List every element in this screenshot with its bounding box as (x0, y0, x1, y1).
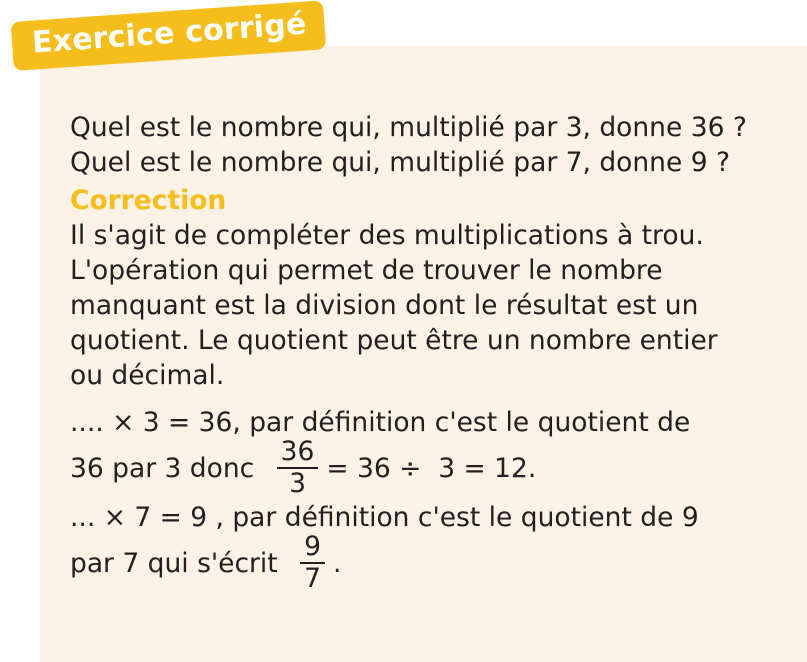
example1-fraction-line (70, 436, 790, 499)
fraction-numerator: 9 (304, 531, 321, 562)
correction-line-2: L'opération qui permet de trouver le nombre (70, 255, 663, 286)
correction-heading: Correction (70, 185, 227, 216)
exercise-body (70, 110, 790, 594)
example2-line: ... × 7 = 9 , par définition c'est le quotient de 9 (70, 502, 699, 533)
correction-line-1: Il s'agit de compléter des multiplications à trou. (70, 220, 704, 251)
correction-line-3: manquant est la division dont le résultat est un (70, 290, 699, 321)
exercise-badge: Exercice corrigé (11, 0, 327, 71)
example1-line: .... × 3 = 36, par définition c'est le quotient de (70, 407, 691, 438)
fraction-denominator: 3 (289, 468, 306, 499)
example2-fraction-line (70, 531, 790, 594)
question-line-2: Quel est le nombre qui, multiplié par 7, donne 9 ? (70, 147, 731, 178)
fraction-denominator: 7 (304, 563, 321, 594)
fraction-36-over-3 (277, 437, 319, 499)
example1-suffix: = 36 ÷ 3 = 12. (326, 452, 537, 484)
fraction-9-over-7 (300, 532, 325, 594)
correction-line-5: ou décimal. (70, 360, 225, 391)
example2-suffix: . (332, 547, 342, 579)
example2-prefix: par 7 qui s'écrit (70, 547, 287, 579)
fraction-numerator: 36 (280, 436, 315, 467)
question-line-1: Quel est le nombre qui, multiplié par 3, donne 36 ? (70, 112, 747, 143)
correction-line-4: quotient. Le quotient peut être un nombre entier (70, 325, 718, 356)
example1-prefix: 36 par 3 donc (70, 452, 263, 484)
